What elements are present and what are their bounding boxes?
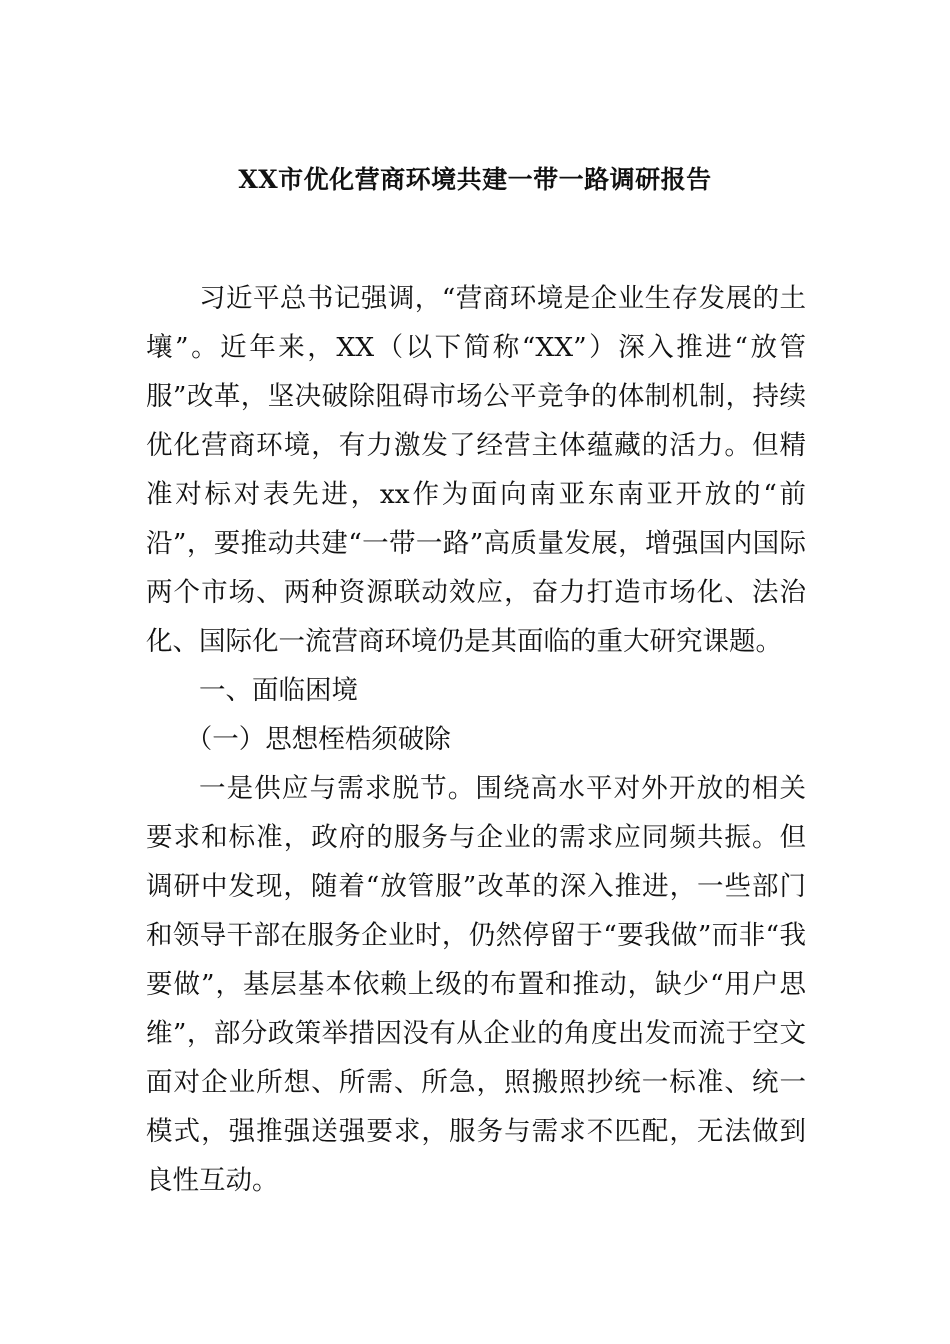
subsection-heading-1: （一）思想桎梏须破除 [185,724,451,755]
paragraph-intro: 习近平总书记强调，“营商环境是企业生存发展的土壤”。近年来，XX（以下简称“XX”）深入推进“放管服”改革，坚决破除阻碍市场公平竞争的体制机制，持续优化营商环境，有力激发了经营主体蕴藏的活力。但精准对标对表先进，xx作为面向南亚东南亚开放的“前沿”，要推动共建“一带一路”高质量发展，增强国内国际两个市场、两种资源联动效应，奋力打造市场化、法治化、国际化一流营商环境仍是其面临的重大研究课题。 [146,283,806,657]
document-body [146,274,806,1205]
paragraph-supply-demand: 一是供应与需求脱节。围绕高水平对外开放的相关要求和标准，政府的服务与企业的需求应同频共振。但调研中发现，随着“放管服”改革的深入推进，一些部门和领导干部在服务企业时，仍然停留于“要我做”而非“我要做”，基层基本依赖上级的布置和推动，缺少“用户思维”，部分政策举措因没有从企业的角度出发而流于空文面对企业所想、所需、所急，照搬照抄统一标准、统一模式，强推强送强要求，服务与需求不匹配，无法做到良性互动。 [146,773,806,1196]
section-heading-1: 一、面临困境 [199,675,358,706]
document-title: XX市优化营商环境共建一带一路调研报告 [238,165,712,194]
